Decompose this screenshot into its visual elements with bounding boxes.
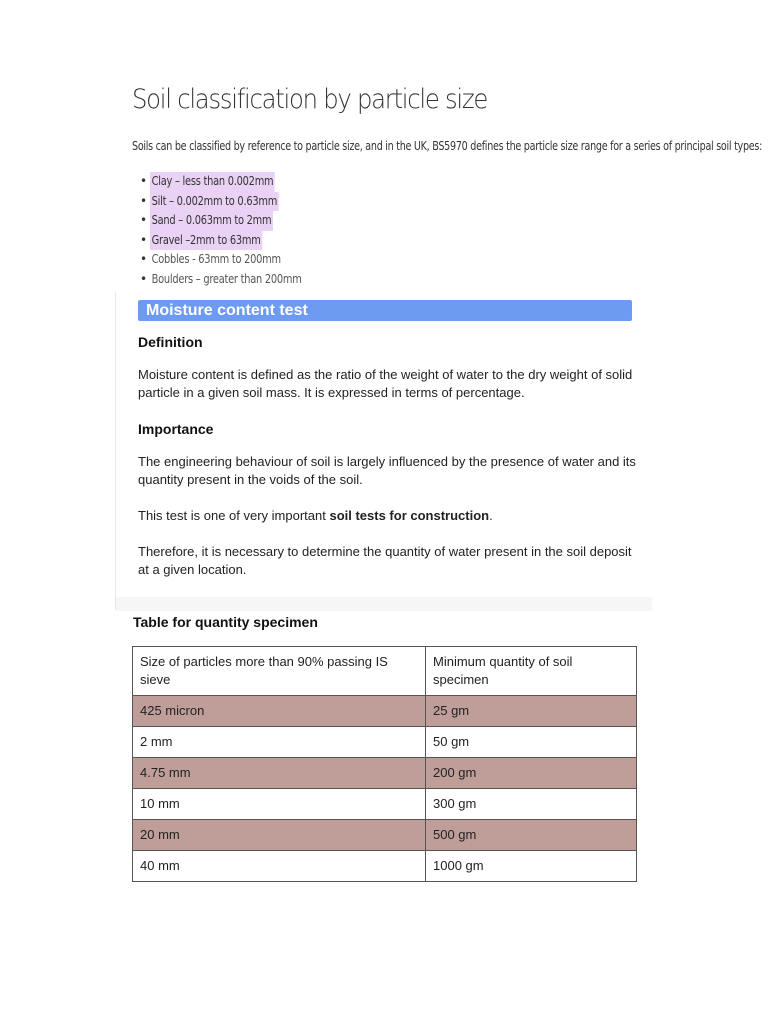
soil-type-label: Cobbles - 63mm to 200mm [151,252,281,267]
list-item [140,172,337,192]
table-cell: 40 mm [133,851,426,882]
list-item [140,192,337,212]
soil-type-list [140,172,337,290]
soil-type-label: Sand – 0.063mm to 2mm [150,211,273,231]
table-cell: 300 gm [426,789,637,820]
table-cell: 50 gm [426,727,637,758]
table-cell: 425 micron [133,696,426,727]
table-cell: 1000 gm [426,851,637,882]
definition-text: Moisture content is defined as the ratio of the weight of water to the dry weight of solid particle in a given soil mass. It is expressed in terms of percentage. [138,367,633,400]
soil-type-label: Boulders – greater than 200mm [151,271,302,286]
specimen-table [132,646,637,882]
bullet-icon: • [140,193,148,208]
table-header-row [133,647,637,696]
importance-text: The engineering behaviour of soil is largely influenced by the presence of water and its quantity present in the voids of the soil. [138,454,636,487]
table-row [133,696,637,727]
table-title: Table for quantity specimen [133,614,318,630]
test-text-before: This test is one of very important [138,508,330,523]
separator-band [116,597,652,611]
intro-text: Soils can be classified by reference to particle size, and in the UK, BS5970 defines the particle size range for a series of principal soil types: [132,139,763,153]
definition-heading: Definition [138,334,203,350]
bullet-icon: • [140,271,148,286]
list-item [140,250,337,270]
table-cell: 200 gm [426,758,637,789]
list-item [140,270,337,290]
importance-heading: Importance [138,421,214,437]
test-importance-text [138,507,638,525]
test-text-bold: soil tests for construction [329,508,490,523]
therefore-text: Therefore, it is necessary to determine the quantity of water present in the soil deposit at a given location. [138,544,632,577]
soil-type-label: Gravel –2mm to 63mm [150,231,262,251]
section-heading: Moisture content test [146,302,308,319]
table-cell: 500 gm [426,820,637,851]
list-item [140,211,337,231]
table-row [133,820,637,851]
table-cell: 2 mm [133,727,426,758]
table-row [133,851,637,882]
table-cell: 4.75 mm [133,758,426,789]
soil-type-label: Silt – 0.002mm to 0.63mm [150,192,279,212]
test-text-after: . [489,508,493,523]
bullet-icon: • [140,174,148,188]
bullet-icon: • [140,213,148,228]
column-header: Size of particles more than 90% passing IS sieve [133,647,426,696]
divider [115,292,116,610]
list-item [140,231,337,251]
table-row [133,789,637,820]
table-cell: 25 gm [426,696,637,727]
table-cell: 20 mm [133,820,426,851]
column-header: Minimum quantity of soil specimen [426,647,637,696]
section-heading-bar [138,300,632,321]
table-row [133,727,637,758]
table-row [133,758,637,789]
page-title: Soil classification by particle size [132,84,488,115]
bullet-icon: • [140,252,148,267]
soil-type-label: Clay – less than 0.002mm [150,172,275,192]
bullet-icon: • [140,232,148,247]
table-cell: 10 mm [133,789,426,820]
